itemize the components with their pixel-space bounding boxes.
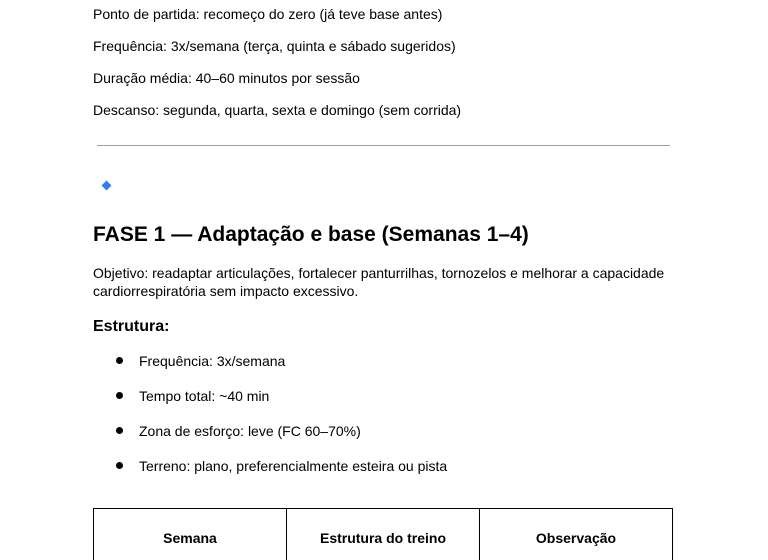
bullet-icon (116, 427, 123, 434)
bullet-icon (116, 357, 123, 364)
structure-heading: Estrutura: (93, 318, 170, 335)
phase-title: FASE 1 — Adaptação e base (Semanas 1–4) (93, 223, 529, 246)
bullet-icon (116, 462, 123, 469)
horizontal-divider (97, 145, 670, 146)
table-header-row (94, 509, 673, 560)
list-item-text: Tempo total: ~40 min (139, 388, 270, 404)
intro-line-frequency: Frequência: 3x/semana (terça, quinta e sábado sugeridos) (93, 38, 456, 54)
intro-line-start: Ponto de partida: recomeço do zero (já teve base antes) (93, 6, 443, 22)
blue-diamond-icon (102, 181, 112, 191)
intro-line-rest: Descanso: segunda, quarta, sexta e domingo (sem corrida) (93, 102, 462, 118)
intro-line-duration: Duração média: 40–60 minutos por sessão (93, 70, 360, 86)
column-header-week: Semana (94, 509, 287, 560)
list-item-text: Frequência: 3x/semana (139, 353, 286, 369)
phase-objective: Objetivo: readaptar articulações, fortalecer panturrilhas, tornozelos e melhorar a capacidade cardiorrespiratória sem impacto excessivo. (93, 265, 665, 299)
column-header-workout-structure: Estrutura do treino (287, 509, 480, 560)
list-item-text: Terreno: plano, preferencialmente esteira ou pista (139, 458, 448, 474)
bullet-icon (116, 392, 123, 399)
list-item-text: Zona de esforço: leve (FC 60–70%) (139, 423, 361, 439)
training-table (93, 508, 673, 560)
column-header-observation: Observação (480, 509, 673, 560)
